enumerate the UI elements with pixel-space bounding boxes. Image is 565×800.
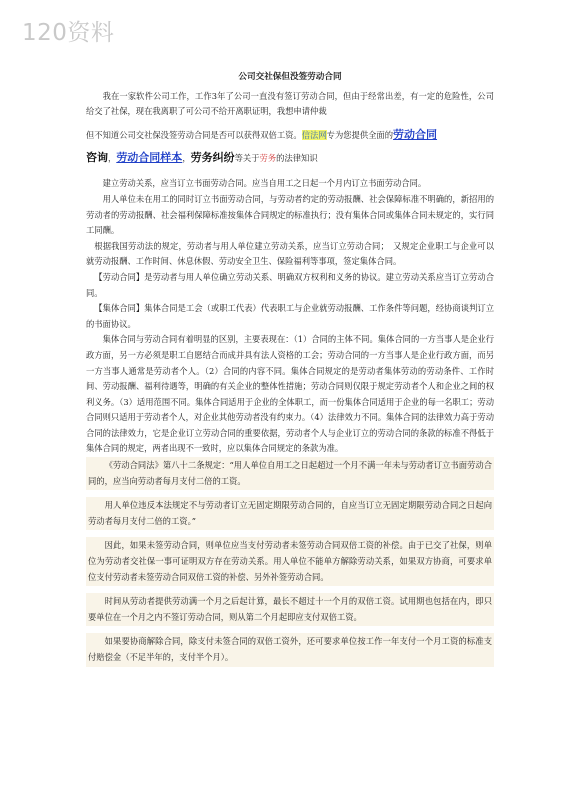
link-contract-sample[interactable]: 劳动合同样本 <box>116 151 183 165</box>
promo-dispute: 劳务纠纷 <box>190 151 235 165</box>
paragraph-conclusion: 因此，如果未签劳动合同，则单位应当支付劳动者未签劳动合同双倍工资的补偿。由于已交了社保，则单位为劳动者交社保一事可证明双方存在劳动关系。用人单位不能单方解除劳动关系，如果双方协商，可要求单位支付劳动者未签劳动合同双倍工资的补偿、另外补签劳动合同。 <box>86 537 494 586</box>
promo-consult: 咨询 <box>86 151 108 165</box>
link-labor-contract[interactable]: 劳动合同 <box>393 127 438 141</box>
watermark-logo: 120资料 <box>22 20 115 46</box>
paragraph-question: 我在一家软件公司工作，工作3年了公司一直没有签订劳动合同，但由于经常出差，有一定的危险性，公司给交了社保，现在我离职了可公司不给开离职证明，我想申请仲裁 <box>86 90 494 117</box>
paragraph-labor-contract-def: 【劳动合同】是劳动者与用人单位确立劳动关系、明确双方权利和义务的协议。建立劳动关系应当订立劳动合同。 <box>86 271 494 298</box>
promo-about: 等关于 <box>234 153 260 164</box>
paragraph-differences: 集体合同与劳动合同有着明显的区别，主要表现在：（1）合同的主体不同。集体合同的一方当事人是企业行政方面，另一方必须是职工自愿结合而成并具有法人资格的工会；劳动合同的一方当事人是企业行政方面，而另一方当事人通常是劳动者个人。（2）合同的内容不同。集体合同规定的是劳动者集体劳动的劳动条件、工作时间、劳动报酬、福利待遇等，明确的有关企业的整体性措施；劳动合同则仅限于规定劳动者个人和企业之间的权利义务。（3）适用范围不同。集体合同适用于企业的全体职工，而一份集体合同适用于企业的每一名职工；劳动合同则只适用于劳动者个人，对企业其他劳动者没有约束力。（4）法律效力不同。集体合同的法律效力高于劳动合同的法律效力，它是企业订立劳动合同的重要依据，劳动者个人与企业订立的劳动合同的条款的标准不得低于集体合同的规定，两者出现不一致时，应以集体合同规定的条款为准。 <box>86 334 494 454</box>
promo-line <box>86 147 494 169</box>
question-end-text: 但不知道公司交社保没签劳动合同是否可以获得双倍工资。 <box>86 129 302 140</box>
link-labor[interactable]: 劳务 <box>259 153 277 164</box>
paragraph-law: 根据我国劳动法的规定，劳动者与用人单位建立劳动关系，应当订立劳动合同； 又规定企业职工与企业可以就劳动报酬、工作时间、休息休假、劳动安全卫生、保险福利等事项，签定集体合同。 <box>86 240 494 267</box>
paragraph-employer: 用人单位未在用工的同时订立书面劳动合同，与劳动者约定的劳动报酬、社会保障标准不明确的，新招用的劳动者的劳动报酬、社会福利保障标准按集体合同规定的标准执行；没有集体合同或集体合同未规定的，实行同工同酬。 <box>86 193 494 236</box>
promo-separator: ， <box>108 153 117 164</box>
paragraph-time-calc: 时间从劳动者提供劳动满一个月之后起计算，最长不超过十一个月的双倍工资。试用期也包括在内，即只要单位在一个月之内不签订劳动合同，则从第二个月起即应支付双倍工资。 <box>86 593 494 626</box>
paragraph-establish: 建立劳动关系，应当订立书面劳动合同。应当自用工之日起一个月内订立书面劳动合同。 <box>102 178 427 189</box>
promo-separator-2: ， <box>182 153 191 164</box>
document-body <box>86 70 494 667</box>
document-title: 公司交社保但没签劳动合同 <box>238 72 342 82</box>
paragraph-article-82: 《劳动合同法》第八十二条规定：“用人单位自用工之日起超过一个月不满一年未与劳动者订立书面劳动合同的，应当向劳动者每月支付二倍的工资。 <box>86 457 494 490</box>
paragraph-collective-contract-def: 【集体合同】集体合同是工会（或职工代表）代表职工与企业就劳动报酬、工作条件等问题，经协商谈判订立的书面协议。 <box>86 303 494 329</box>
paragraph-compensation: 如果要协商解除合同，除支付未签合同的双倍工资外，还可要求单位按工作一年支付一个月工资的标准支付赔偿金（不足半年的，支付半个月）。 <box>86 633 494 666</box>
site-link[interactable]: 信法网 <box>301 129 327 140</box>
paragraph-article-82-cont: 用人单位违反本法规定不与劳动者订立无固定期限劳动合同的，自应当订立无固定期限劳动合同之日起向劳动者每月支付二倍的工资。” <box>86 497 494 530</box>
promo-intro-text: 专为您提供全面的 <box>326 129 394 140</box>
paragraph-question-end <box>86 127 494 144</box>
promo-legal-knowledge: 的法律知识 <box>276 153 318 164</box>
